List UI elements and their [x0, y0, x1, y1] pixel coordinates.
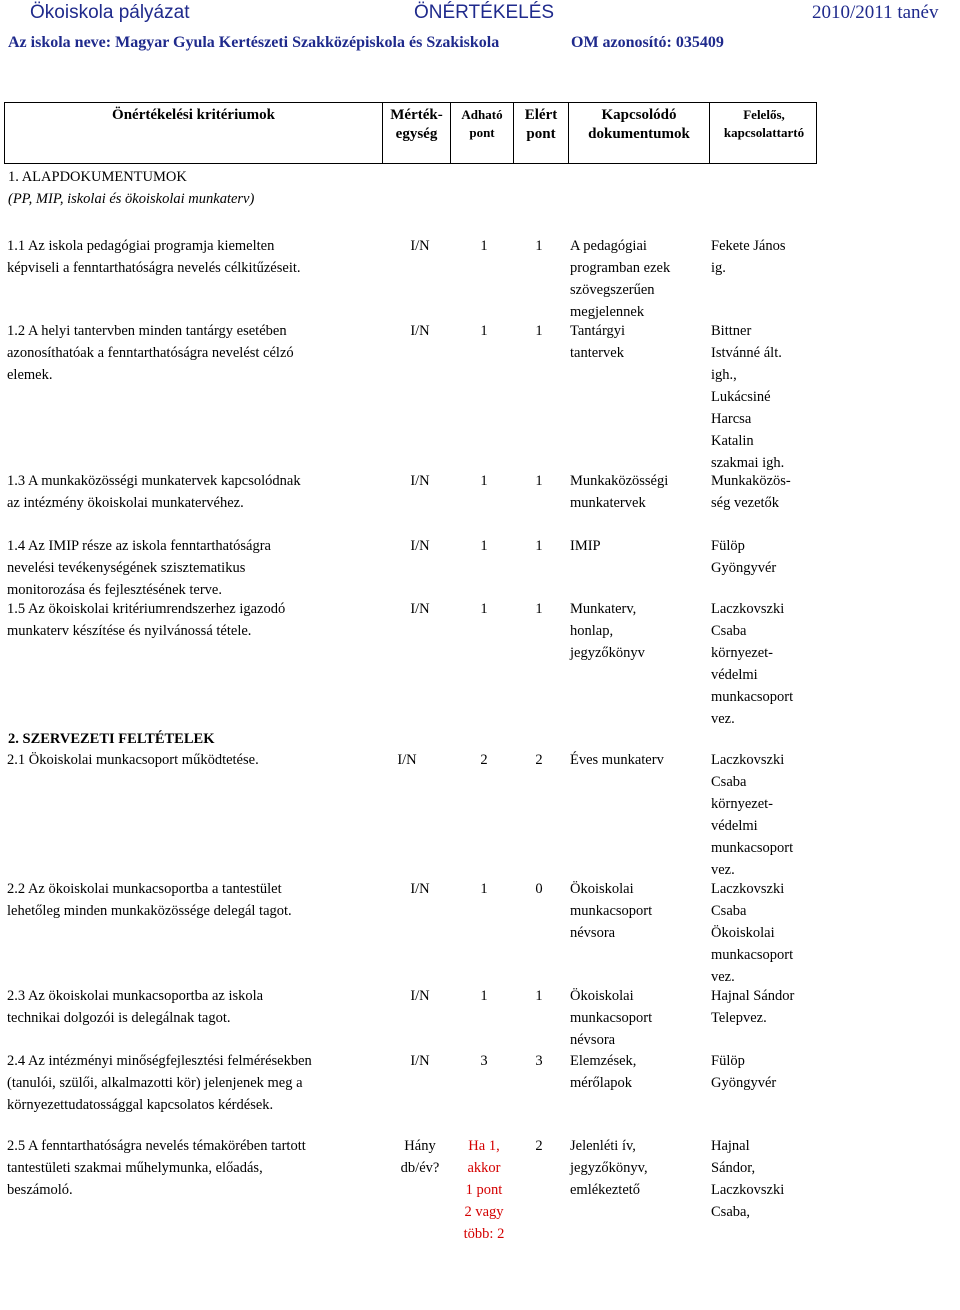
cell-line: Sándor,	[711, 1160, 756, 1176]
cell-line: 2	[535, 752, 543, 768]
cell-line: IMIP	[570, 538, 601, 554]
cell-line: munkacsoport	[570, 1010, 653, 1026]
cell-line: Laczkovszki	[711, 1182, 785, 1198]
cell-resp	[711, 535, 776, 579]
cell-criteria	[7, 320, 294, 386]
cell-line: Csaba	[711, 903, 747, 919]
column-unit-line: Mérték-	[390, 107, 443, 123]
column-documents	[568, 103, 709, 163]
school-name: Az iskola neve: Magyar Gyula Kertészeti Szakközépiskola és Szakiskola	[8, 34, 500, 51]
cell-line: I/N	[410, 1053, 430, 1069]
school-year: 2010/2011 tanév	[812, 2, 939, 23]
cell-criteria	[7, 878, 292, 922]
cell-line: 1.2 A helyi tantervben minden tantárgy esetében	[7, 323, 287, 339]
cell-unit	[367, 749, 447, 771]
cell-criteria	[7, 235, 301, 279]
cell-line: Ökoiskolai	[570, 988, 634, 1004]
cell-line: környezet-	[711, 645, 773, 661]
cell-criteria	[7, 598, 285, 642]
column-max-points	[450, 103, 513, 163]
cell-line: Elemzések,	[570, 1053, 637, 1069]
cell-line: 1 pont	[465, 1182, 503, 1198]
cell-line: A pedagógiai	[570, 238, 647, 254]
cell-line: Gyöngyvér	[711, 1075, 777, 1091]
column-max-line: Adható	[461, 107, 503, 122]
cell-line: Munkaközös-	[711, 473, 791, 489]
cell-line: Jelenléti ív,	[570, 1138, 636, 1154]
cell-line: környezet-	[711, 796, 773, 812]
cell-docs	[570, 985, 652, 1051]
cell-line: munkacsoport	[711, 689, 794, 705]
cell-line: Istvánné ált.	[711, 345, 782, 361]
column-max-line: pont	[469, 125, 495, 140]
column-resp-label	[724, 106, 804, 142]
cell-criteria	[7, 1135, 306, 1201]
cell-resp	[711, 749, 793, 881]
cell-line: több: 2	[463, 1226, 505, 1242]
cell-line: munkacsoport	[570, 903, 653, 919]
cell-line: mérőlapok	[570, 1075, 633, 1091]
cell-line: ig.	[711, 260, 726, 276]
cell-line: vez.	[711, 862, 735, 878]
cell-criteria	[7, 535, 271, 601]
cell-line: 3	[535, 1053, 543, 1069]
cell-line: szakmai igh.	[711, 455, 785, 471]
cell-line: Laczkovszki	[711, 601, 785, 617]
cell-line: I/N	[397, 752, 417, 768]
cell-line: 1	[480, 988, 488, 1004]
cell-criteria	[7, 749, 259, 771]
cell-line: Laczkovszki	[711, 752, 785, 768]
cell-line: 1.5 Az ökoiskolai kritériumrendszerhez igazodó	[7, 601, 286, 617]
cell-line: névsora	[570, 925, 616, 941]
cell-line: Ha 1,	[468, 1138, 500, 1154]
cell-docs	[570, 749, 664, 771]
cell-criteria	[7, 1050, 312, 1116]
document-title: ÖNÉRTÉKELÉS	[414, 2, 555, 23]
cell-line: Harcsa	[711, 411, 752, 427]
cell-got	[499, 320, 579, 342]
cell-got	[499, 1050, 579, 1072]
cell-line: 3	[480, 1053, 488, 1069]
cell-line: 1	[535, 988, 543, 1004]
cell-line: Hány	[404, 1138, 436, 1154]
column-docs-line: Kapcsolódó	[601, 107, 677, 123]
cell-line: 1.1 Az iskola pedagógiai programja kiemelten	[7, 238, 275, 254]
cell-line: Telepvez.	[711, 1010, 767, 1026]
cell-line: vez.	[711, 969, 735, 985]
column-achieved-points	[513, 103, 568, 163]
cell-line: Ökoiskolai	[570, 881, 634, 897]
cell-line: I/N	[410, 988, 430, 1004]
column-max-label	[461, 106, 502, 142]
cell-line: környezettudatossággal kapcsolatos kérdések.	[7, 1097, 274, 1113]
cell-got	[499, 985, 579, 1007]
cell-line: Gyöngyvér	[711, 560, 777, 576]
cell-line: akkor	[467, 1160, 501, 1176]
cell-line: 2 vagy	[464, 1204, 504, 1220]
cell-line: Hajnal Sándor	[711, 988, 795, 1004]
cell-line: Hajnal	[711, 1138, 750, 1154]
cell-line: 1	[535, 601, 543, 617]
cell-line: névsora	[570, 1032, 616, 1048]
cell-line: 1.4 Az IMIP része az iskola fenntarthatóságra	[7, 538, 271, 554]
cell-line: programban ezek	[570, 260, 671, 276]
cell-line: tantestületi szakmai műhelymunka, előadás,	[7, 1160, 263, 1176]
cell-docs	[570, 1050, 636, 1094]
cell-line: 2.4 Az intézményi minőségfejlesztési felmérésekben	[7, 1053, 312, 1069]
column-got-label	[525, 106, 557, 144]
cell-line: technikai dolgozói is delegálnak tagot.	[7, 1010, 231, 1026]
section-title: 1. ALAPDOKUMENTUMOK	[8, 169, 187, 185]
cell-got	[499, 470, 579, 492]
cell-line: 1.3 A munkaközösségi munkatervek kapcsolódnak	[7, 473, 301, 489]
cell-line: 2.1 Ökoiskolai munkacsoport működtetése.	[7, 752, 259, 768]
cell-got	[499, 598, 579, 620]
cell-line: jegyzőkönyv	[570, 645, 645, 661]
cell-line: 0	[535, 881, 543, 897]
cell-criteria	[7, 470, 301, 514]
cell-line: db/év?	[400, 1160, 440, 1176]
cell-line: azonosíthatóak a fenntarthatóságra nevelést célzó	[7, 345, 294, 361]
cell-resp	[711, 878, 793, 988]
app-title: Ökoiskola pályázat	[30, 2, 190, 23]
cell-line: 1	[535, 238, 543, 254]
cell-got	[499, 1135, 579, 1157]
cell-resp	[711, 598, 793, 730]
cell-line: igh.,	[711, 367, 737, 383]
cell-line: 2	[535, 1138, 543, 1154]
cell-docs	[570, 235, 670, 323]
cell-line: képviseli a fenntarthatóságra nevelés célkitűzéseit.	[7, 260, 301, 276]
cell-line: Csaba,	[711, 1204, 751, 1220]
column-responsible	[709, 103, 818, 163]
column-unit-line: egység	[395, 126, 438, 142]
cell-docs	[570, 320, 625, 364]
om-id: OM azonosító: 035409	[571, 34, 724, 51]
cell-line: 2.5 A fenntarthatóságra nevelés témakörében tartott	[7, 1138, 306, 1154]
cell-line: szövegszerűen	[570, 282, 655, 298]
cell-line: Tantárgyi	[570, 323, 626, 339]
cell-line: 1	[480, 601, 488, 617]
table-header	[4, 102, 817, 164]
cell-criteria	[7, 985, 263, 1029]
cell-line: munkatervek	[570, 495, 646, 511]
cell-docs	[570, 470, 668, 514]
cell-line: elemek.	[7, 367, 53, 383]
cell-line: 2	[480, 752, 488, 768]
cell-line: vez.	[711, 711, 735, 727]
cell-line: beszámoló.	[7, 1182, 73, 1198]
cell-line: I/N	[410, 538, 430, 554]
cell-line: I/N	[410, 323, 430, 339]
cell-line: I/N	[410, 601, 430, 617]
cell-resp	[711, 320, 784, 474]
cell-got	[499, 535, 579, 557]
column-resp-line: Felelős,	[743, 107, 785, 122]
column-criteria	[5, 103, 382, 163]
cell-line: ség vezetők	[711, 495, 780, 511]
cell-line: Fülöp	[711, 538, 745, 554]
cell-resp	[711, 985, 794, 1029]
cell-line: 1	[535, 323, 543, 339]
cell-line: 1	[480, 323, 488, 339]
column-got-line: Elért	[524, 107, 558, 123]
cell-line: lehetőleg minden munkaközössége delegál tagot.	[7, 903, 292, 919]
cell-got	[499, 878, 579, 900]
column-unit	[382, 103, 450, 163]
cell-line: emlékeztető	[570, 1182, 641, 1198]
section-subtitle: (PP, MIP, iskolai és ökoiskolai munkaterv)	[8, 191, 255, 207]
cell-line: munkacsoport	[711, 947, 794, 963]
cell-line: munkacsoport	[711, 840, 794, 856]
cell-line: 1	[480, 473, 488, 489]
column-docs-line: dokumentumok	[588, 126, 690, 142]
cell-line: Éves munkaterv	[570, 752, 664, 768]
cell-line: Munkaterv,	[570, 601, 637, 617]
cell-line: nevelési tevékenységének szisztematikus	[7, 560, 246, 576]
cell-got	[499, 235, 579, 257]
column-resp-line: kapcsolattartó	[723, 125, 805, 140]
cell-line: Fülöp	[711, 1053, 745, 1069]
column-unit-label	[390, 106, 442, 144]
cell-resp	[711, 235, 786, 279]
cell-line: Fekete János	[711, 238, 786, 254]
section-heading-1	[8, 167, 254, 209]
cell-resp	[711, 470, 791, 514]
cell-line: Ökoiskolai	[711, 925, 775, 941]
cell-line: 1	[480, 881, 488, 897]
cell-line: (tanulói, szülői, alkalmazotti kör) jelenjenek meg a	[7, 1075, 303, 1091]
cell-line: védelmi	[711, 667, 758, 683]
cell-line: 2.2 Az ökoiskolai munkacsoportba a tantestület	[7, 881, 282, 897]
cell-line: honlap,	[570, 623, 614, 639]
cell-line: jegyzőkönyv,	[570, 1160, 648, 1176]
cell-line: megjelennek	[570, 304, 645, 320]
cell-line: az intézmény ökoiskolai munkatervéhez.	[7, 495, 244, 511]
cell-resp	[711, 1050, 776, 1094]
cell-resp	[711, 1135, 784, 1223]
cell-line: 2.3 Az ökoiskolai munkacsoportba az iskola	[7, 988, 264, 1004]
cell-line: monitorozása és fejlesztésének terve.	[7, 582, 222, 598]
cell-docs	[570, 1135, 648, 1201]
cell-line: Bittner	[711, 323, 752, 339]
cell-line: Lukácsiné	[711, 389, 771, 405]
cell-line: 1	[535, 538, 543, 554]
cell-line: munkaterv készítése és nyilvánossá tétele.	[7, 623, 252, 639]
cell-line: 1	[480, 238, 488, 254]
column-criteria-label: Önértékelési kritériumok	[112, 107, 275, 123]
cell-line: Katalin	[711, 433, 754, 449]
section-heading-2: 2. SZERVEZETI FELTÉTELEK	[8, 731, 215, 747]
cell-docs	[570, 878, 652, 944]
cell-line: I/N	[410, 881, 430, 897]
cell-got	[499, 749, 579, 771]
cell-line: I/N	[410, 238, 430, 254]
cell-docs	[570, 535, 601, 557]
cell-line: Munkaközösségi	[570, 473, 669, 489]
cell-docs	[570, 598, 645, 664]
column-got-line: pont	[526, 126, 556, 142]
column-docs-label	[588, 106, 690, 144]
cell-line: Csaba	[711, 774, 747, 790]
cell-line: Laczkovszki	[711, 881, 785, 897]
cell-line: tantervek	[570, 345, 624, 361]
cell-line: 1	[480, 538, 488, 554]
cell-line: 1	[535, 473, 543, 489]
cell-line: I/N	[410, 473, 430, 489]
cell-line: védelmi	[711, 818, 758, 834]
cell-line: Csaba	[711, 623, 747, 639]
